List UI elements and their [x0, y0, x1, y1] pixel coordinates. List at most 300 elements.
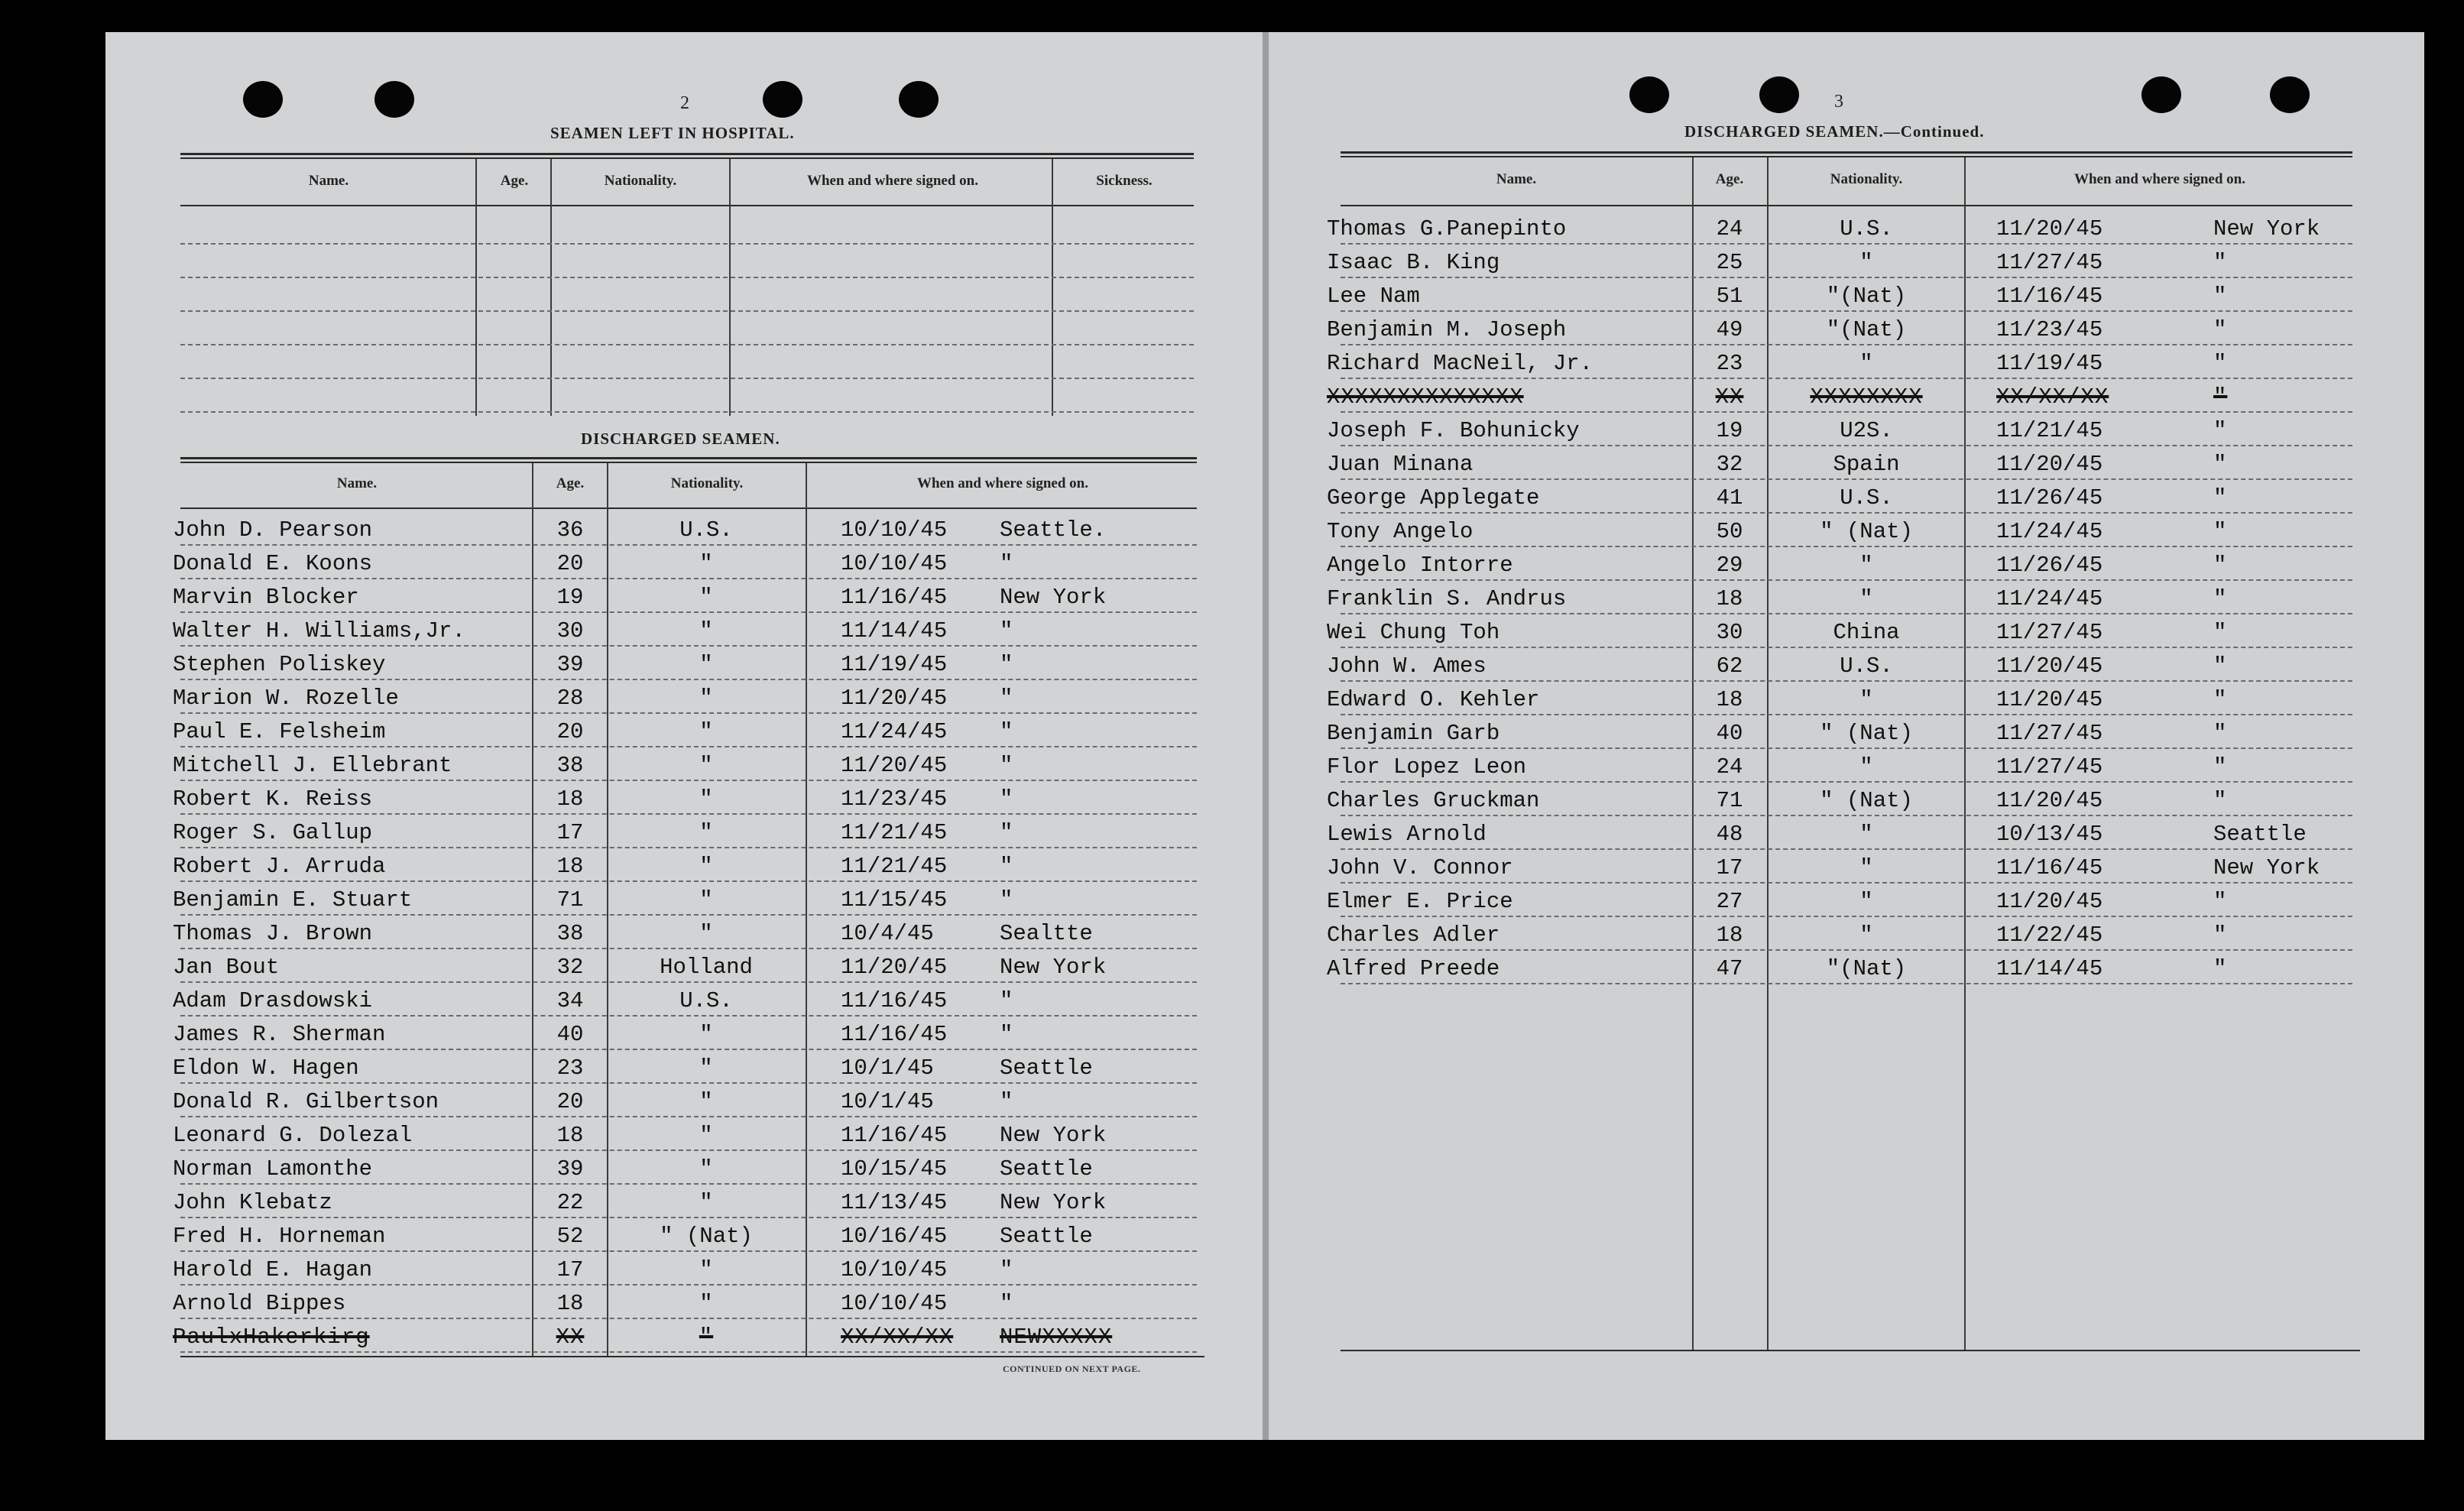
signed-on-date: 11/27/45 — [1996, 250, 2103, 275]
signed-on-place: Seattle — [1000, 1055, 1093, 1081]
table-row — [0, 784, 2464, 818]
signed-on-date: 11/20/45 — [841, 753, 948, 778]
seaman-age: 32 — [1716, 452, 1743, 477]
divider — [1341, 156, 2352, 157]
seaman-name: John V. Connor — [1327, 855, 1513, 880]
signed-on-place: " — [2213, 384, 2228, 410]
signed-on-date: 11/14/45 — [841, 618, 948, 644]
signed-on-place: " — [2213, 553, 2227, 578]
seaman-nationality: " — [1859, 822, 1873, 847]
seaman-nationality: "(Nat) — [1826, 284, 1907, 309]
seaman-nationality: " — [699, 1156, 713, 1182]
table-row — [0, 851, 2464, 885]
signed-on-date: 11/19/45 — [841, 652, 948, 677]
seaman-age: 36 — [556, 517, 584, 543]
signed-on-date: 11/24/45 — [1996, 586, 2103, 611]
signed-on-place: Seattle — [1000, 1224, 1093, 1249]
seaman-name: Adam Drasdowski — [173, 988, 373, 1013]
seaman-nationality: " — [699, 1257, 713, 1282]
seaman-age: 38 — [556, 921, 584, 946]
seaman-nationality: " — [699, 618, 713, 644]
seaman-age: 71 — [1716, 788, 1743, 813]
seaman-name: Thomas G.Panepinto — [1327, 216, 1567, 242]
seaman-nationality: U.S. — [1840, 653, 1893, 679]
seaman-age: 32 — [556, 955, 584, 980]
seaman-name: Edward O. Kehler — [1327, 687, 1540, 712]
seaman-age: XX — [1715, 384, 1744, 410]
signed-on-date: 10/1/45 — [841, 1089, 934, 1114]
signed-on-place: New York — [1000, 585, 1107, 610]
continued-note: CONTINUED ON NEXT PAGE. — [1003, 1363, 1141, 1374]
signed-on-place: " — [1000, 551, 1013, 576]
signed-on-date: 11/27/45 — [1996, 721, 2103, 746]
seaman-name: PaulxHakerkirg — [173, 1325, 370, 1350]
signed-on-date: 11/16/45 — [841, 1022, 948, 1047]
signed-on-date: 10/1/45 — [841, 1055, 934, 1081]
punch-hole-icon — [1759, 76, 1799, 113]
divider — [1341, 1350, 2360, 1351]
seaman-nationality: " — [699, 1190, 713, 1215]
signed-on-date: 11/20/45 — [1996, 452, 2103, 477]
seaman-name: Leonard G. Dolezal — [173, 1123, 413, 1148]
seaman-name: Mitchell J. Ellebrant — [173, 753, 452, 778]
signed-on-place: " — [1000, 1089, 1013, 1114]
signed-on-place: " — [1000, 820, 1013, 845]
signed-on-place: " — [1000, 686, 1013, 711]
table-row — [0, 414, 2464, 448]
seaman-name: Eldon W. Hagen — [173, 1055, 359, 1081]
signed-on-date: 10/15/45 — [841, 1156, 948, 1182]
seaman-nationality: " — [699, 1325, 714, 1350]
divider — [180, 157, 1194, 159]
seaman-name: Alfred Preede — [1327, 956, 1500, 981]
seaman-nationality: " — [699, 820, 713, 845]
table-row — [0, 347, 2464, 381]
seaman-age: 29 — [1716, 553, 1743, 578]
column-header: Age. — [556, 475, 585, 491]
table-row — [0, 1186, 2464, 1220]
seaman-nationality: U.S. — [1840, 216, 1893, 242]
signed-on-date: 11/23/45 — [1996, 317, 2103, 342]
seaman-name: Franklin S. Andrus — [1327, 586, 1567, 611]
signed-on-place: " — [2213, 653, 2227, 679]
seaman-age: 39 — [556, 1156, 584, 1182]
seaman-age: 51 — [1716, 284, 1743, 309]
table-row — [0, 482, 2464, 515]
seaman-age: 30 — [556, 618, 584, 644]
seaman-age: 28 — [556, 686, 584, 711]
seaman-age: 19 — [556, 585, 584, 610]
signed-on-date: 10/10/45 — [841, 517, 948, 543]
signed-on-date: 11/20/45 — [1996, 216, 2103, 242]
seaman-nationality: " (Nat) — [1820, 519, 1913, 544]
signed-on-place: " — [2213, 485, 2227, 511]
seaman-age: 48 — [1716, 822, 1743, 847]
seaman-nationality: " — [699, 1123, 713, 1148]
signed-on-date: 11/24/45 — [1996, 519, 2103, 544]
seaman-nationality: XXXXXXXX — [1810, 384, 1923, 410]
seaman-age: 18 — [556, 854, 584, 879]
seaman-name: Harold E. Hagan — [173, 1257, 373, 1282]
seaman-nationality: China — [1833, 620, 1900, 645]
seaman-nationality: " (Nat) — [660, 1224, 753, 1249]
table-row — [0, 1287, 2464, 1321]
hospital-section-title: SEAMEN LEFT IN HOSPITAL. — [550, 124, 795, 142]
signed-on-date: 11/21/45 — [841, 820, 948, 845]
signed-on-place: " — [1000, 652, 1013, 677]
punch-hole-icon — [899, 81, 939, 118]
signed-on-date: 11/27/45 — [1996, 620, 2103, 645]
seaman-nationality: Holland — [660, 955, 753, 980]
seaman-age: 17 — [1716, 855, 1743, 880]
table-row — [0, 582, 2464, 616]
seaman-nationality: " — [1859, 922, 1873, 948]
signed-on-place: " — [1000, 1257, 1013, 1282]
seaman-name: George Applegate — [1327, 485, 1540, 511]
signed-on-place: " — [2213, 721, 2227, 746]
seaman-age: 18 — [556, 1291, 584, 1316]
table-row — [0, 650, 2464, 683]
seaman-name: Lee Nam — [1327, 284, 1420, 309]
seaman-nationality: " — [699, 753, 713, 778]
column-header: When and where signed on. — [916, 475, 1088, 491]
punch-hole-icon — [2141, 76, 2181, 113]
signed-on-place: New York — [1000, 955, 1107, 980]
seaman-name: Fred H. Horneman — [173, 1224, 386, 1249]
seaman-nationality: " — [699, 652, 713, 677]
signed-on-place: " — [1000, 618, 1013, 644]
seaman-name: Benjamin M. Joseph — [1327, 317, 1567, 342]
seaman-age: 27 — [1716, 889, 1743, 914]
seaman-nationality: "(Nat) — [1826, 956, 1907, 981]
table-row — [0, 1119, 2464, 1153]
seaman-nationality: Spain — [1833, 452, 1900, 477]
seaman-nationality: " (Nat) — [1820, 788, 1913, 813]
signed-on-date: 11/27/45 — [1996, 754, 2103, 780]
signed-on-date: 11/21/45 — [1996, 418, 2103, 443]
signed-on-place: " — [1000, 887, 1013, 913]
seaman-name: Marvin Blocker — [173, 585, 359, 610]
seaman-name: Lewis Arnold — [1327, 822, 1487, 847]
divider — [180, 153, 1194, 155]
seaman-name: Marion W. Rozelle — [173, 686, 399, 711]
punch-hole-icon — [2270, 76, 2310, 113]
seaman-name: Walter H. Williams,Jr. — [173, 618, 465, 644]
signed-on-place: " — [2213, 586, 2227, 611]
table-row — [0, 919, 2464, 952]
signed-on-place: Sealtte — [1000, 921, 1093, 946]
seaman-nationality: " — [699, 1055, 713, 1081]
signed-on-place: " — [2213, 687, 2227, 712]
signed-on-date: 11/20/45 — [1996, 653, 2103, 679]
seaman-nationality: " — [1859, 687, 1873, 712]
signed-on-place: " — [2213, 620, 2227, 645]
signed-on-date: 11/20/45 — [1996, 889, 2103, 914]
table-row — [0, 1085, 2464, 1119]
signed-on-date: 11/20/45 — [841, 686, 948, 711]
signed-on-date: 11/20/45 — [1996, 788, 2103, 813]
seaman-nationality: U.S. — [679, 517, 733, 543]
signed-on-date: 11/19/45 — [1996, 351, 2103, 376]
table-row — [0, 984, 2464, 1018]
seaman-age: 18 — [556, 1123, 584, 1148]
seaman-name: Benjamin Garb — [1327, 721, 1500, 746]
seaman-name: Wei Chung Toh — [1327, 620, 1500, 645]
signed-on-place: Seattle — [1000, 1156, 1093, 1182]
seaman-age: 17 — [556, 820, 584, 845]
seaman-age: 20 — [556, 551, 584, 576]
seaman-age: 24 — [1716, 216, 1743, 242]
signed-on-place: New York — [2213, 216, 2320, 242]
divider — [180, 205, 1194, 206]
signed-on-place: " — [1000, 1291, 1013, 1316]
seaman-nationality: " — [699, 921, 713, 946]
seaman-name: Arnold Bippes — [173, 1291, 346, 1316]
signed-on-place: " — [2213, 956, 2227, 981]
table-row — [0, 246, 2464, 280]
seaman-age: 50 — [1716, 519, 1743, 544]
seaman-name: Juan Minana — [1327, 452, 1474, 477]
discharged-section-title: DISCHARGED SEAMEN. — [581, 430, 780, 448]
table-row — [0, 1153, 2464, 1186]
seaman-age: 20 — [556, 719, 584, 744]
seaman-nationality: " — [1859, 553, 1873, 578]
table-row — [0, 952, 2464, 986]
signed-on-date: 10/10/45 — [841, 1291, 948, 1316]
table-row — [0, 717, 2464, 751]
column-header: Nationality. — [670, 475, 744, 491]
discharged-continued-title: DISCHARGED SEAMEN.—Continued. — [1684, 122, 1985, 141]
seaman-name: Stephen Poliskey — [173, 652, 386, 677]
seaman-name: Flor Lopez Leon — [1327, 754, 1527, 780]
seaman-age: 41 — [1716, 485, 1743, 511]
seaman-name: Norman Lamonthe — [173, 1156, 373, 1182]
signed-on-place: " — [1000, 753, 1013, 778]
signed-on-place: NEWXXXXX — [1000, 1325, 1113, 1350]
divider — [1341, 205, 2352, 206]
table-row — [0, 549, 2464, 582]
seaman-nationality: " — [1859, 250, 1873, 275]
signed-on-date: 11/20/45 — [841, 955, 948, 980]
column-header: Age. — [1715, 171, 1744, 187]
seaman-age: XX — [556, 1325, 585, 1350]
seaman-name: John W. Ames — [1327, 653, 1487, 679]
seaman-age: 40 — [1716, 721, 1743, 746]
signed-on-date: 11/22/45 — [1996, 922, 2103, 948]
page-number: 2 — [680, 93, 689, 113]
seaman-nationality: " — [699, 786, 713, 812]
signed-on-place: " — [1000, 988, 1013, 1013]
signed-on-date: 11/23/45 — [841, 786, 948, 812]
table-row — [0, 1253, 2464, 1287]
table-row — [0, 313, 2464, 347]
signed-on-place: " — [1000, 854, 1013, 879]
seaman-name: Robert J. Arruda — [173, 854, 386, 879]
signed-on-place: " — [1000, 719, 1013, 744]
seaman-nationality: " — [699, 1291, 713, 1316]
seaman-name: James R. Sherman — [173, 1022, 386, 1047]
table-row — [0, 448, 2464, 482]
punch-hole-icon — [374, 81, 414, 118]
column-header: Name. — [1496, 171, 1537, 187]
seaman-age: 18 — [1716, 687, 1743, 712]
seaman-age: 24 — [1716, 754, 1743, 780]
column-header: Name. — [308, 173, 349, 189]
signed-on-place: New York — [1000, 1123, 1107, 1148]
seaman-age: 34 — [556, 988, 584, 1013]
signed-on-place: " — [2213, 922, 2227, 948]
seaman-nationality: U.S. — [1840, 485, 1893, 511]
signed-on-place: Seattle — [2213, 822, 2307, 847]
seaman-name: Robert K. Reiss — [173, 786, 373, 812]
signed-on-place: " — [2213, 418, 2227, 443]
seaman-nationality: "(Nat) — [1826, 317, 1907, 342]
signed-on-date: 11/13/45 — [841, 1190, 948, 1215]
seaman-name: Joseph F. Bohunicky — [1327, 418, 1580, 443]
signed-on-place: " — [2213, 317, 2227, 342]
signed-on-date: 11/16/45 — [1996, 855, 2103, 880]
column-header: When and where signed on. — [806, 173, 978, 189]
table-row — [0, 515, 2464, 549]
signed-on-date: 11/16/45 — [841, 988, 948, 1013]
seaman-age: 40 — [556, 1022, 584, 1047]
seaman-age: 20 — [556, 1089, 584, 1114]
seaman-name: Isaac B. King — [1327, 250, 1500, 275]
seaman-age: 22 — [556, 1190, 584, 1215]
seaman-nationality: " — [699, 1022, 713, 1047]
signed-on-date: 11/24/45 — [841, 719, 948, 744]
column-header: When and where signed on. — [2073, 171, 2245, 187]
signed-on-date: 10/10/45 — [841, 551, 948, 576]
column-header: Nationality. — [1830, 171, 1903, 187]
divider — [1341, 151, 2352, 154]
signed-on-date: XX/XX/XX — [841, 1325, 954, 1350]
table-row — [0, 683, 2464, 717]
seaman-nationality: " — [1859, 351, 1873, 376]
signed-on-date: 11/16/45 — [841, 585, 948, 610]
signed-on-place: New York — [2213, 855, 2320, 880]
signed-on-place: " — [2213, 452, 2227, 477]
seaman-age: 49 — [1716, 317, 1743, 342]
signed-on-place: New York — [1000, 1190, 1107, 1215]
seaman-age: 71 — [556, 887, 584, 913]
seaman-name: Richard MacNeil, Jr. — [1327, 351, 1593, 376]
seaman-name: Angelo Intorre — [1327, 553, 1513, 578]
table-row — [0, 616, 2464, 650]
signed-on-place: " — [2213, 351, 2227, 376]
signed-on-date: 11/20/45 — [1996, 687, 2103, 712]
signed-on-date: 11/16/45 — [841, 1123, 948, 1148]
seaman-age: 18 — [1716, 922, 1743, 948]
seaman-name: John Klebatz — [173, 1190, 332, 1215]
seaman-name: Tony Angelo — [1327, 519, 1474, 544]
seaman-age: 38 — [556, 753, 584, 778]
table-row — [0, 280, 2464, 313]
seaman-name: Roger S. Gallup — [173, 820, 373, 845]
signed-on-date: 11/26/45 — [1996, 553, 2103, 578]
table-row — [0, 212, 2464, 246]
table-row — [0, 885, 2464, 919]
table-row — [0, 751, 2464, 784]
punch-hole-icon — [243, 81, 283, 118]
seaman-name: Elmer E. Price — [1327, 889, 1513, 914]
signed-on-place: " — [1000, 786, 1013, 812]
seaman-age: 18 — [556, 786, 584, 812]
seaman-name: John D. Pearson — [173, 517, 373, 543]
column-header: Age. — [500, 173, 529, 189]
signed-on-date: 10/4/45 — [841, 921, 934, 946]
signed-on-date: 11/26/45 — [1996, 485, 2103, 511]
column-header: Sickness. — [1096, 173, 1153, 189]
seaman-nationality: U.S. — [679, 988, 733, 1013]
column-header: Name. — [336, 475, 378, 491]
seaman-nationality: " — [699, 887, 713, 913]
table-row — [0, 1052, 2464, 1085]
seaman-age: 25 — [1716, 250, 1743, 275]
signed-on-date: 11/14/45 — [1996, 956, 2103, 981]
seaman-age: 23 — [556, 1055, 584, 1081]
signed-on-date: XX/XX/XX — [1996, 384, 2109, 410]
seaman-nationality: " — [699, 585, 713, 610]
seaman-age: 17 — [556, 1257, 584, 1282]
seaman-age: 19 — [1716, 418, 1743, 443]
punch-hole-icon — [1629, 76, 1669, 113]
seaman-name: Donald E. Koons — [173, 551, 373, 576]
seaman-nationality: " — [699, 551, 713, 576]
seaman-name: Paul E. Felsheim — [173, 719, 386, 744]
seaman-age: 52 — [556, 1224, 584, 1249]
signed-on-date: 11/15/45 — [841, 887, 948, 913]
seaman-name: Benjamin E. Stuart — [173, 887, 413, 913]
seaman-nationality: " (Nat) — [1820, 721, 1913, 746]
seaman-age: 18 — [1716, 586, 1743, 611]
page-number: 3 — [1834, 92, 1843, 112]
seaman-age: 39 — [556, 652, 584, 677]
signed-on-place: " — [2213, 788, 2227, 813]
seaman-name: Thomas J. Brown — [173, 921, 373, 946]
signed-on-date: 11/21/45 — [841, 854, 948, 879]
seaman-nationality: " — [699, 719, 713, 744]
table-row — [0, 381, 2464, 414]
table-row — [0, 818, 2464, 851]
seaman-nationality: " — [1859, 855, 1873, 880]
signed-on-date: 10/10/45 — [841, 1257, 948, 1282]
divider — [180, 1356, 1204, 1357]
signed-on-place: " — [2213, 284, 2227, 309]
column-header: Nationality. — [604, 173, 677, 189]
seaman-name: Jan Bout — [173, 955, 280, 980]
seaman-nationality: " — [699, 854, 713, 879]
signed-on-place: " — [2213, 754, 2227, 780]
table-row — [0, 1220, 2464, 1253]
punch-hole-icon — [763, 81, 802, 118]
signed-on-place: " — [2213, 889, 2227, 914]
seaman-name: Charles Gruckman — [1327, 788, 1540, 813]
signed-on-date: 10/16/45 — [841, 1224, 948, 1249]
seaman-age: 62 — [1716, 653, 1743, 679]
seaman-age: 30 — [1716, 620, 1743, 645]
seaman-nationality: U2S. — [1840, 418, 1893, 443]
seaman-nationality: " — [699, 686, 713, 711]
seaman-name: XXXXXXXXXXXXXX — [1327, 384, 1524, 410]
signed-on-date: 11/16/45 — [1996, 284, 2103, 309]
seaman-name: Charles Adler — [1327, 922, 1500, 948]
seaman-nationality: " — [1859, 889, 1873, 914]
seaman-age: 23 — [1716, 351, 1743, 376]
signed-on-place: Seattle. — [1000, 517, 1107, 543]
signed-on-date: 10/13/45 — [1996, 822, 2103, 847]
signed-on-place: " — [2213, 250, 2227, 275]
